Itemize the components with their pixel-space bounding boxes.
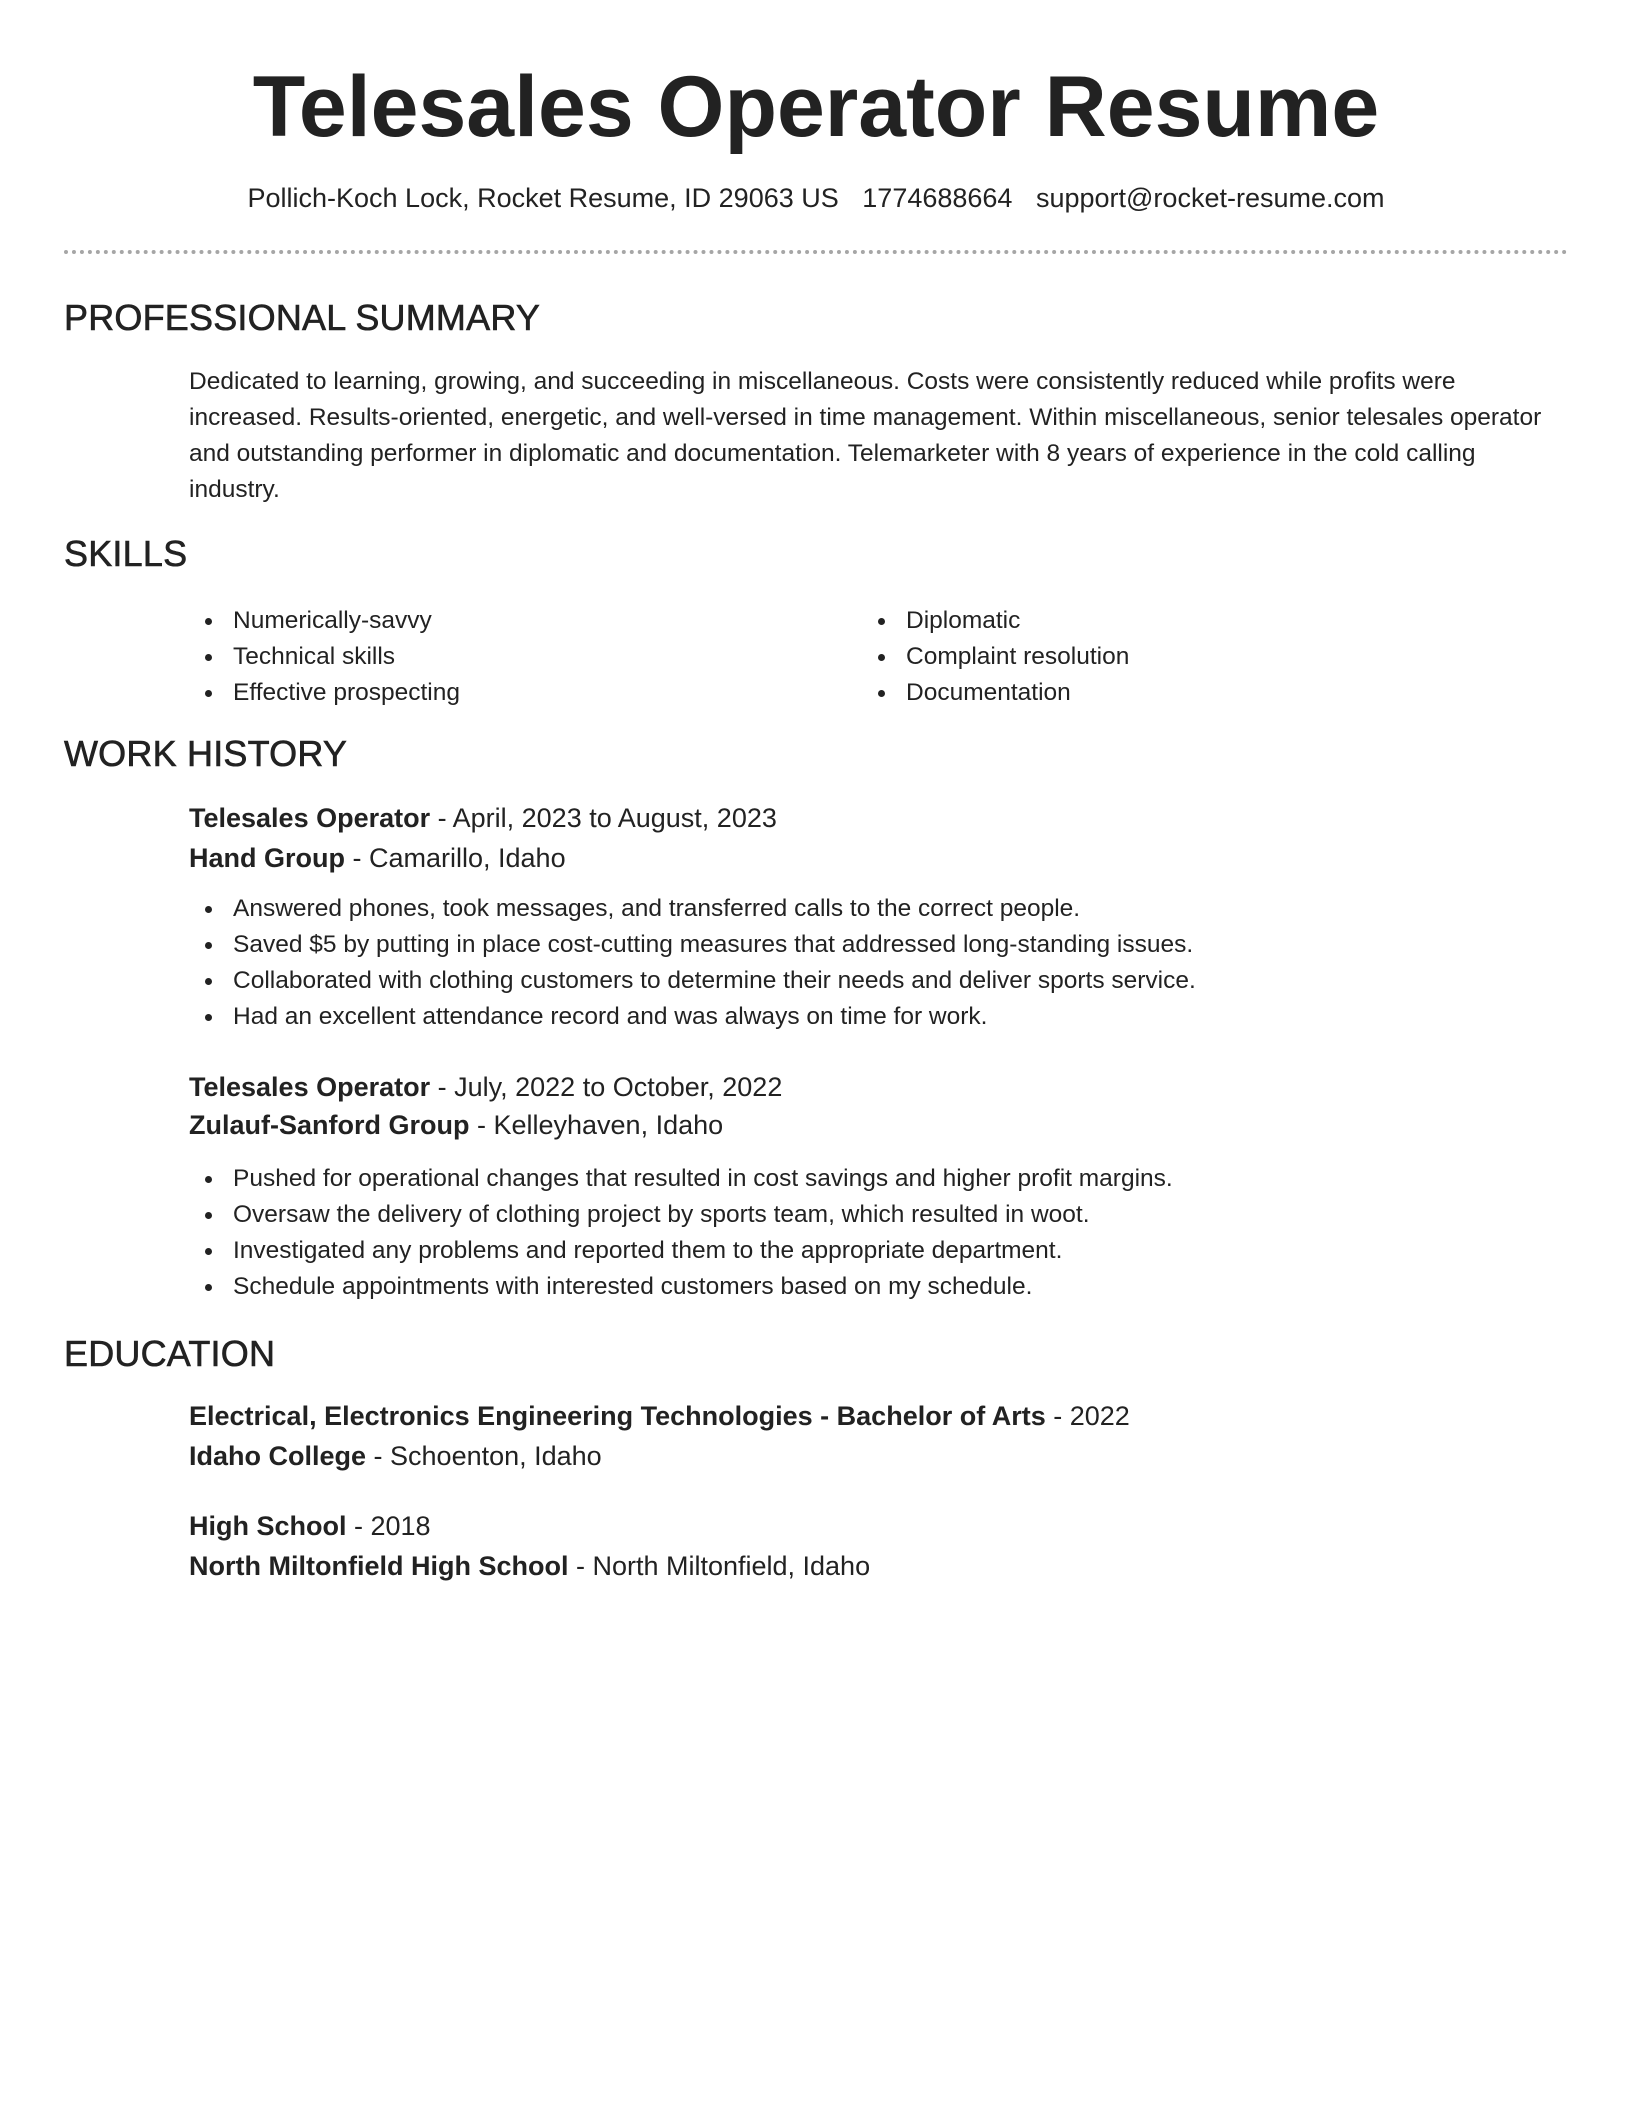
summary-heading: PROFESSIONAL SUMMARY — [64, 297, 541, 338]
contact-email: support@rocket-resume.com — [1035, 183, 1385, 213]
job-bullet: Answered phones, took messages, and transferred calls to the correct people. — [189, 891, 1196, 927]
contact-phone: 1774688664 — [862, 183, 1013, 213]
page-title: Telesales Operator Resume — [252, 59, 1380, 155]
job-bullet: Collaborated with clothing customers to determine their needs and deliver sports service. — [189, 963, 1196, 999]
contact-address: Pollich-Koch Lock, Rocket Resume, ID 29063 US — [247, 183, 839, 213]
job-title: Telesales Operator — [189, 803, 431, 833]
job-bullet: Saved $5 by putting in place cost-cutting measures that addressed long-standing issues. — [189, 927, 1196, 963]
job-location: - Camarillo, Idaho — [345, 843, 566, 873]
job-company-line — [189, 1107, 723, 1143]
job-title: Telesales Operator — [189, 1072, 431, 1102]
job-company-line — [189, 840, 566, 876]
education-school-line — [189, 1548, 870, 1584]
education-degree-line — [189, 1508, 431, 1544]
education-year: - 2018 — [346, 1511, 431, 1541]
job-bullet: Schedule appointments with interested customers based on my schedule. — [189, 1269, 1173, 1305]
education-school-line — [189, 1438, 602, 1474]
skill-item: Complaint resolution — [862, 639, 1129, 675]
contact-line — [0, 180, 1632, 216]
skill-item: Documentation — [862, 675, 1129, 711]
header-divider — [64, 250, 1568, 254]
skills-list-left — [189, 603, 460, 711]
skill-item: Numerically-savvy — [189, 603, 460, 639]
skills-heading: SKILLS — [64, 533, 188, 574]
job-bullet: Investigated any problems and reported them to the appropriate department. — [189, 1233, 1173, 1269]
summary-text: Dedicated to learning, growing, and succeeding in miscellaneous. Costs were consistently reduced while profits were increased. Results-oriented, energetic, and well-versed in time management. Within miscellaneous, senior telesales operator and outstanding performer in diplomatic and documentation. Telemarketer with 8 years of experience in the cold calling industry. — [189, 368, 1542, 503]
job-bullet: Oversaw the delivery of clothing project by sports team, which resulted in woot. — [189, 1197, 1173, 1233]
job-company: Hand Group — [189, 843, 345, 873]
skill-item: Diplomatic — [862, 603, 1129, 639]
job-dates: - July, 2022 to October, 2022 — [430, 1072, 783, 1102]
job-bullet: Pushed for operational changes that resulted in cost savings and higher profit margins. — [189, 1161, 1173, 1197]
skill-item: Technical skills — [189, 639, 460, 675]
education-degree: Electrical, Electronics Engineering Technologies - Bachelor of Arts — [189, 1401, 1046, 1431]
skills-list-right — [862, 603, 1129, 711]
job-location: - Kelleyhaven, Idaho — [469, 1110, 724, 1140]
job-dates: - April, 2023 to August, 2023 — [430, 803, 777, 833]
job-title-line — [189, 1069, 782, 1105]
job-bullets — [189, 1161, 1173, 1305]
education-year: - 2022 — [1045, 1401, 1130, 1431]
education-degree: High School — [189, 1511, 347, 1541]
education-location: - Schoenton, Idaho — [366, 1441, 602, 1471]
education-school: North Miltonfield High School — [189, 1551, 569, 1581]
education-heading: EDUCATION — [64, 1333, 276, 1374]
job-bullets — [189, 891, 1196, 1035]
education-degree-line — [189, 1398, 1130, 1434]
education-location: - North Miltonfield, Idaho — [568, 1551, 871, 1581]
job-company: Zulauf-Sanford Group — [189, 1110, 470, 1140]
work-history-heading: WORK HISTORY — [64, 733, 348, 774]
job-bullet: Had an excellent attendance record and was always on time for work. — [189, 999, 1196, 1035]
job-title-line — [189, 800, 777, 836]
education-school: Idaho College — [189, 1441, 367, 1471]
skill-item: Effective prospecting — [189, 675, 460, 711]
